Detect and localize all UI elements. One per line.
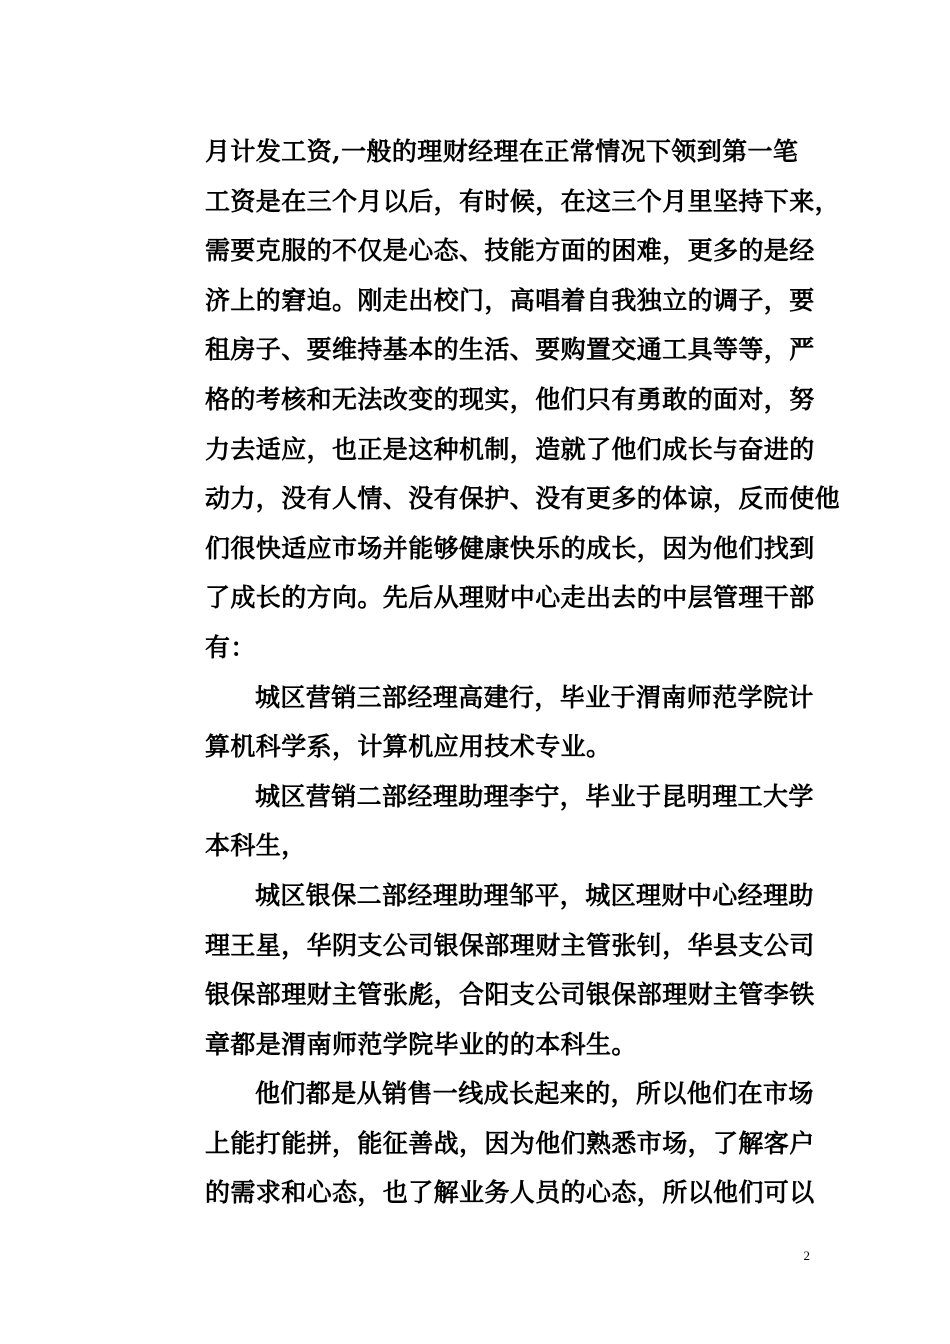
text-line: 格的考核和无法改变的现实，他们只有勇敢的面对，努	[205, 384, 815, 414]
text-line: 租房子、要维持基本的生活、要购置交通工具等等，严	[205, 335, 815, 365]
text-line: 章都是渭南师范学院毕业的的本科生。	[205, 1029, 637, 1059]
paragraph-1	[205, 127, 841, 673]
text-line: 有：	[205, 632, 256, 662]
paragraph-4	[205, 871, 815, 1069]
body-text	[205, 127, 841, 1218]
text-line: 需要克服的不仅是心态、技能方面的困难，更多的是经	[205, 236, 815, 266]
text-line: 算机科学系，计算机应用技术专业。	[205, 732, 612, 762]
text-line: 动力，没有人情、没有保护、没有更多的体谅，反而使他	[205, 484, 841, 514]
text-line: 城区银保二部经理助理邹平，城区理财中心经理助	[255, 880, 814, 910]
text-line: 城区营销三部经理高建行，毕业于渭南师范学院计	[255, 682, 814, 712]
page-number: 2	[803, 1248, 810, 1263]
text-line: 月计发工资,一般的理财经理在正常情况下领到第一笔	[205, 137, 799, 166]
text-line: 理王星，华阴支公司银保部理财主管张钊，华县支公司	[205, 930, 815, 960]
text-line: 银保部理财主管张彪，合阳支公司银保部理财主管李铁	[205, 980, 815, 1010]
text-line: 力去适应，也正是这种机制，造就了他们成长与奋进的	[205, 434, 815, 464]
text-line: 工资是在三个月以后，有时候，在这三个月里坚持下来，	[205, 186, 841, 216]
text-line: 济上的窘迫。刚走出校门，高唱着自我独立的调子，要	[205, 285, 815, 315]
text-line: 们很快适应市场并能够健康快乐的成长，因为他们找到	[205, 533, 815, 563]
text-line: 上能打能拼，能征善战，因为他们熟悉市场，了解客户	[205, 1128, 815, 1158]
text-line: 的需求和心态，也了解业务人员的心态，所以他们可以	[205, 1178, 815, 1208]
paragraph-5	[205, 1069, 815, 1218]
paragraph-3	[205, 772, 814, 871]
text-line: 本科生，	[205, 831, 307, 861]
text-line: 城区营销二部经理助理李宁，毕业于昆明理工大学	[255, 781, 814, 811]
text-line: 他们都是从销售一线成长起来的，所以他们在市场	[255, 1079, 814, 1109]
text-line: 了成长的方向。先后从理财中心走出去的中层管理干部	[205, 583, 815, 613]
paragraph-2	[205, 673, 814, 772]
